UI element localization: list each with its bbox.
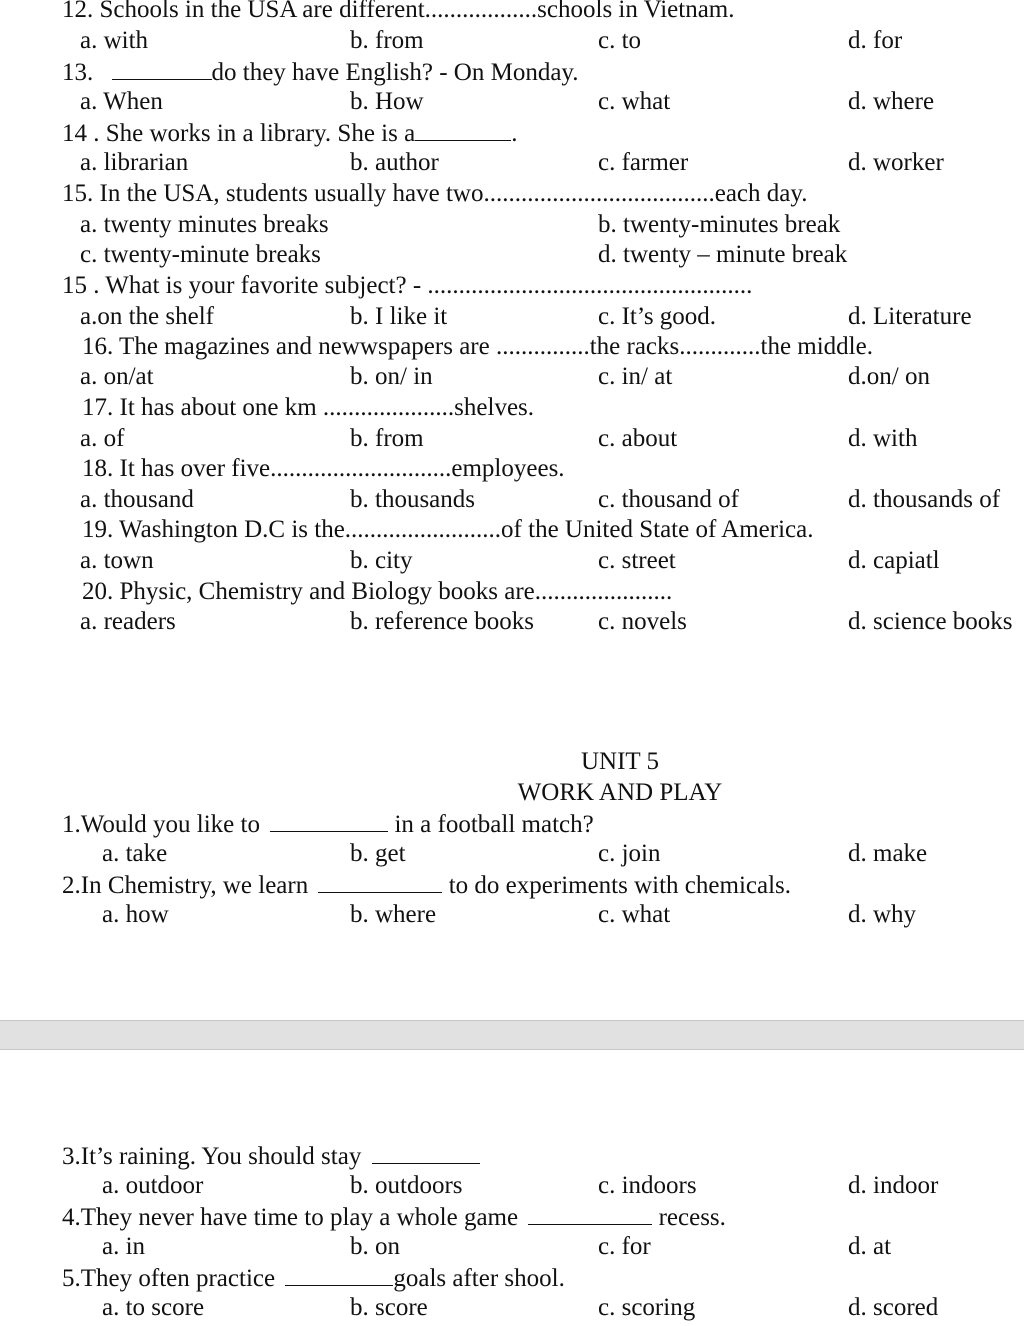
option-d: d. worker [848, 149, 944, 176]
option-d: d. indoor [848, 1172, 939, 1199]
question-15-subject: 15 . What is your favorite subject? - .................................................... [62, 272, 753, 299]
unit-question-3: 3.It’s raining. You should stay [62, 1141, 480, 1171]
option-d: d. thousands of [848, 486, 1001, 513]
option-c: c. in/ at [598, 363, 673, 390]
option-d: d. make [848, 840, 928, 867]
option-a: a. outdoor [102, 1172, 204, 1199]
option-a: a.on the shelf [80, 303, 214, 330]
answer-blank [270, 809, 388, 832]
option-c: c. to [598, 27, 642, 54]
option-d: d. scored [848, 1294, 939, 1321]
unit-question-5: 5.They often practice goals after shool. [62, 1265, 565, 1292]
option-a: a. twenty minutes breaks [80, 211, 329, 238]
option-d: d. where [848, 88, 935, 115]
option-d: d. why [848, 901, 917, 928]
option-b: b. on [350, 1233, 400, 1260]
option-a: a. how [102, 901, 169, 928]
question-18: 18. It has over five.............................employees. [82, 455, 565, 482]
option-a: a. to score [102, 1294, 205, 1321]
option-d: d. with [848, 425, 918, 452]
answer-blank [112, 57, 212, 80]
option-a: a. town [80, 547, 154, 574]
option-d: d. twenty – minute break [598, 241, 848, 268]
option-b: b. where [350, 901, 437, 928]
option-c: c. thousand of [598, 486, 739, 513]
option-b: b. twenty-minutes break [598, 211, 841, 238]
option-c: c. join [598, 840, 661, 867]
answer-blank [415, 118, 511, 141]
option-b: b. I like it [350, 303, 448, 330]
option-b: b. city [350, 547, 413, 574]
option-a: a. When [80, 88, 163, 115]
question-20: 20. Physic, Chemistry and Biology books are...................... [82, 578, 673, 605]
option-d: d. science books [848, 608, 1013, 635]
answer-blank [528, 1202, 652, 1225]
question-17: 17. It has about one km .....................shelves. [82, 394, 535, 421]
question-16: 16. The magazines and newwspapers are ...............the racks.............the middle. [82, 333, 873, 360]
answer-blank [372, 1141, 480, 1164]
option-c: c. scoring [598, 1294, 696, 1321]
option-b: b. from [350, 27, 424, 54]
question-13: 13. do they have English? - On Monday. [62, 59, 579, 86]
unit-question-4: 4.They never have time to play a whole game recess. [62, 1204, 726, 1231]
option-c: c. for [598, 1233, 651, 1260]
option-d: d. for [848, 27, 903, 54]
option-c: c. indoors [598, 1172, 697, 1199]
page-separator [0, 1020, 1024, 1050]
option-b: b. thousands [350, 486, 475, 513]
option-a: a. on/at [80, 363, 154, 390]
question-15-breaks: 15. In the USA, students usually have two.....................................each day. [62, 180, 808, 207]
option-b: b. author [350, 149, 439, 176]
option-d: d. capiatl [848, 547, 940, 574]
unit-question-1: 1.Would you like to in a football match? [62, 811, 594, 838]
option-b: b. How [350, 88, 424, 115]
question-14: 14 . She works in a library. She is a . [62, 120, 518, 147]
option-c: c. novels [598, 608, 687, 635]
option-c: c. about [598, 425, 678, 452]
option-a: a. of [80, 425, 125, 452]
option-a: a. readers [80, 608, 176, 635]
option-a: a. in [102, 1233, 146, 1260]
option-a: a. thousand [80, 486, 194, 513]
option-b: b. from [350, 425, 424, 452]
option-b: b. reference books [350, 608, 534, 635]
option-d: d. Literature [848, 303, 972, 330]
option-c: c. street [598, 547, 676, 574]
unit-subtitle: WORK AND PLAY [517, 779, 723, 806]
option-c: c. twenty-minute breaks [80, 241, 321, 268]
option-c: c. what [598, 88, 671, 115]
option-b: b. score [350, 1294, 428, 1321]
unit-question-2: 2.In Chemistry, we learn to do experiments with chemicals. [62, 872, 792, 899]
option-b: b. on/ in [350, 363, 433, 390]
option-b: b. get [350, 840, 406, 867]
option-a: a. librarian [80, 149, 189, 176]
option-c: c. It’s good. [598, 303, 717, 330]
option-a: a. with [80, 27, 149, 54]
option-a: a. take [102, 840, 168, 867]
option-c: c. farmer [598, 149, 689, 176]
option-d: d.on/ on [848, 363, 930, 390]
answer-blank [318, 870, 442, 893]
worksheet-page-2 [0, 1050, 1024, 1326]
question-12: 12. Schools in the USA are different..................schools in Vietnam. [62, 0, 735, 23]
unit-title: UNIT 5 [580, 748, 659, 775]
option-c: c. what [598, 901, 671, 928]
question-19: 19. Washington D.C is the.........................of the United State of America. [82, 516, 814, 543]
answer-blank [285, 1263, 393, 1286]
option-d: d. at [848, 1233, 892, 1260]
option-b: b. outdoors [350, 1172, 463, 1199]
